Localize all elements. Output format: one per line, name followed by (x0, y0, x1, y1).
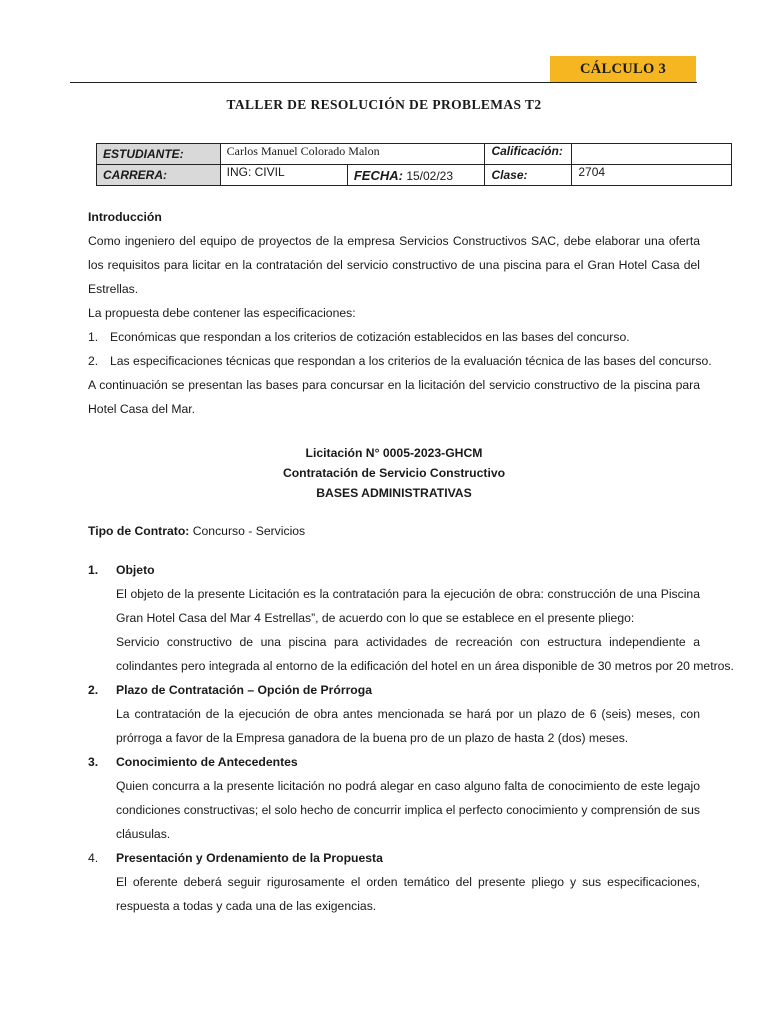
section-line: Gran Hotel Casa del Mar 4 Estrellas”, de acuerdo con lo que se establece en el presente pliego: (116, 611, 635, 625)
section-line: condiciones constructivas; el solo hecho de concurrir implica el perfecto conocimiento y comprensión de sus (116, 803, 700, 817)
career-label: CARRERA: (97, 165, 221, 186)
section-title: Presentación y Ordenamiento de la Propuesta (116, 851, 383, 865)
date-value: 15/02/23 (406, 168, 454, 183)
section-number: 2. (88, 683, 99, 697)
section-line: cláusulas. (116, 827, 171, 841)
grade-value (572, 144, 732, 165)
tender-number: Licitación N° 0005-2023-GHCM (305, 446, 483, 460)
list-number: 2. (88, 354, 99, 368)
header-divider (70, 82, 697, 83)
contract-type-label: Tipo de Contrato: (88, 524, 190, 538)
course-badge: CÁLCULO 3 (550, 56, 696, 82)
career-value: ING: CIVIL (220, 165, 347, 186)
section-line: La contratación de la ejecución de obra antes mencionada se hará por un plazo de 6 (seis) meses, con (116, 707, 700, 721)
document-body (88, 205, 734, 918)
section-heading (88, 678, 700, 702)
intro-line: Estrellas. (88, 282, 139, 296)
section-line: El objeto de la presente Licitación es la contratación para la ejecución de obra: construcción de una Piscina (116, 587, 700, 601)
section-number: 4. (88, 851, 99, 865)
section-title: Conocimiento de Antecedentes (116, 755, 298, 769)
section-line: prórroga a favor de la Empresa ganadora de la buena pro de un plazo de hasta 2 (dos) meses. (116, 731, 629, 745)
section-heading (88, 750, 700, 774)
tender-subject: Contratación de Servicio Constructivo (282, 466, 506, 480)
section-line: Quien concurra a la presente licitación no podrá alegar en caso alguno falta de conocimiento de este legajo (116, 779, 700, 793)
list-text: Económicas que respondan a los criterios de cotización establecidos en las bases del concurso. (110, 330, 630, 344)
intro-line: A continuación se presentan las bases para concursar en la licitación del servicio constructivo de la piscina para (88, 378, 700, 392)
section-heading (88, 846, 700, 870)
class-value: 2704 (572, 165, 732, 186)
section-line: colindantes pero integrada al entorno de la edificación del hotel en un área disponible de 30 metros por 20 metros. (116, 659, 734, 673)
intro-list-item (88, 349, 712, 373)
document-title: TALLER DE RESOLUCIÓN DE PROBLEMAS T2 (226, 97, 542, 112)
class-label: Clase: (485, 165, 572, 186)
student-info-table (96, 143, 732, 186)
list-number: 1. (88, 330, 99, 344)
grade-label: Calificación: (485, 144, 572, 165)
section-number: 1. (88, 563, 99, 577)
section-number: 3. (88, 755, 99, 769)
section-line: Servicio constructivo de una piscina para actividades de recreación con estructura independiente a (116, 635, 700, 649)
intro-paragraph: La propuesta debe contener las especificaciones: (88, 306, 356, 320)
section-title: Plazo de Contratación – Opción de Prórroga (116, 683, 372, 697)
section-title: Objeto (116, 563, 155, 577)
tender-heading: BASES ADMINISTRATIVAS (316, 486, 472, 500)
section-line: El oferente deberá seguir rigurosamente el orden temático del presente pliego y sus especificaciones, (116, 875, 700, 889)
intro-line: Hotel Casa del Mar. (88, 402, 196, 416)
contract-type (88, 519, 700, 543)
intro-list-item (88, 325, 700, 349)
section-line: respuesta a todas y cada una de las exigencias. (116, 899, 377, 913)
intro-line: los requisitos para licitar en la contratación del servicio constructivo de una piscina para el Gran Hotel Casa del (88, 258, 700, 272)
section-heading (88, 558, 700, 582)
student-label: ESTUDIANTE: (97, 144, 221, 165)
contract-type-value: Concurso - Servicios (192, 524, 306, 538)
intro-heading: Introducción (88, 210, 162, 224)
list-text: Las especificaciones técnicas que respondan a los criterios de la evaluación técnica de las bases del concurso. (110, 354, 712, 368)
date-label: FECHA: (353, 167, 403, 183)
intro-line: Como ingeniero del equipo de proyectos de la empresa Servicios Constructivos SAC, debe elaborar una oferta (88, 234, 700, 248)
student-value: Carlos Manuel Colorado Malon (220, 144, 485, 165)
